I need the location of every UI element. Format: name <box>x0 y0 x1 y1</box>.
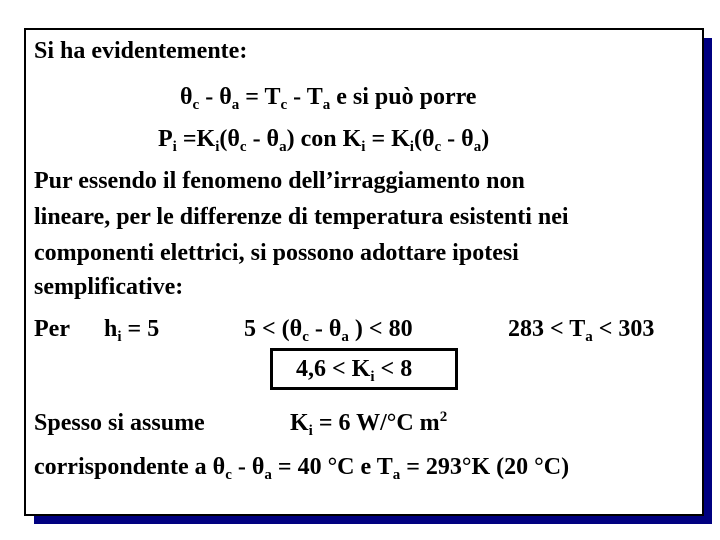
temperature-difference-range: $5 < (\theta_c - \theta_a$ ) < 80 <box>244 316 413 345</box>
ki-value: $K_i = 6$ W/°C $m^2$ <box>290 409 448 439</box>
per-label: Per <box>34 316 70 342</box>
paragraph-line: lineare, per le differenze di temperatura esistenti nei <box>34 204 569 230</box>
convection-coefficient: $h_i = 5$ <box>104 316 160 345</box>
paragraph-line: Pur essendo il fenomeno dell’irraggiamento non <box>34 168 525 194</box>
corresponding-values: corrispondente a $\theta_c - \theta_a = 40$ °C e $T_a = 293^\circ K$ (20 °C) <box>34 454 570 483</box>
intro-text: Si ha evidentemente: <box>34 38 248 64</box>
equation-theta-difference: $\theta_c - \theta_a = T_c - T_a$ e si può porre <box>180 84 477 113</box>
paragraph-line: semplificative: <box>34 274 184 300</box>
spesso-label: Spesso si assume <box>34 410 205 436</box>
ki-range: $4,6 < K_i < 8$ <box>296 356 413 385</box>
ambient-temperature-range: $283 < T_a < 303$ <box>508 316 655 345</box>
paragraph-line: componenti elettrici, si possono adottare ipotesi <box>34 240 519 266</box>
equation-power: $P_i =K_i(\theta_c - \theta_a)$ con $K_i = K_i(\theta_c - \theta_a)$ <box>158 126 490 155</box>
